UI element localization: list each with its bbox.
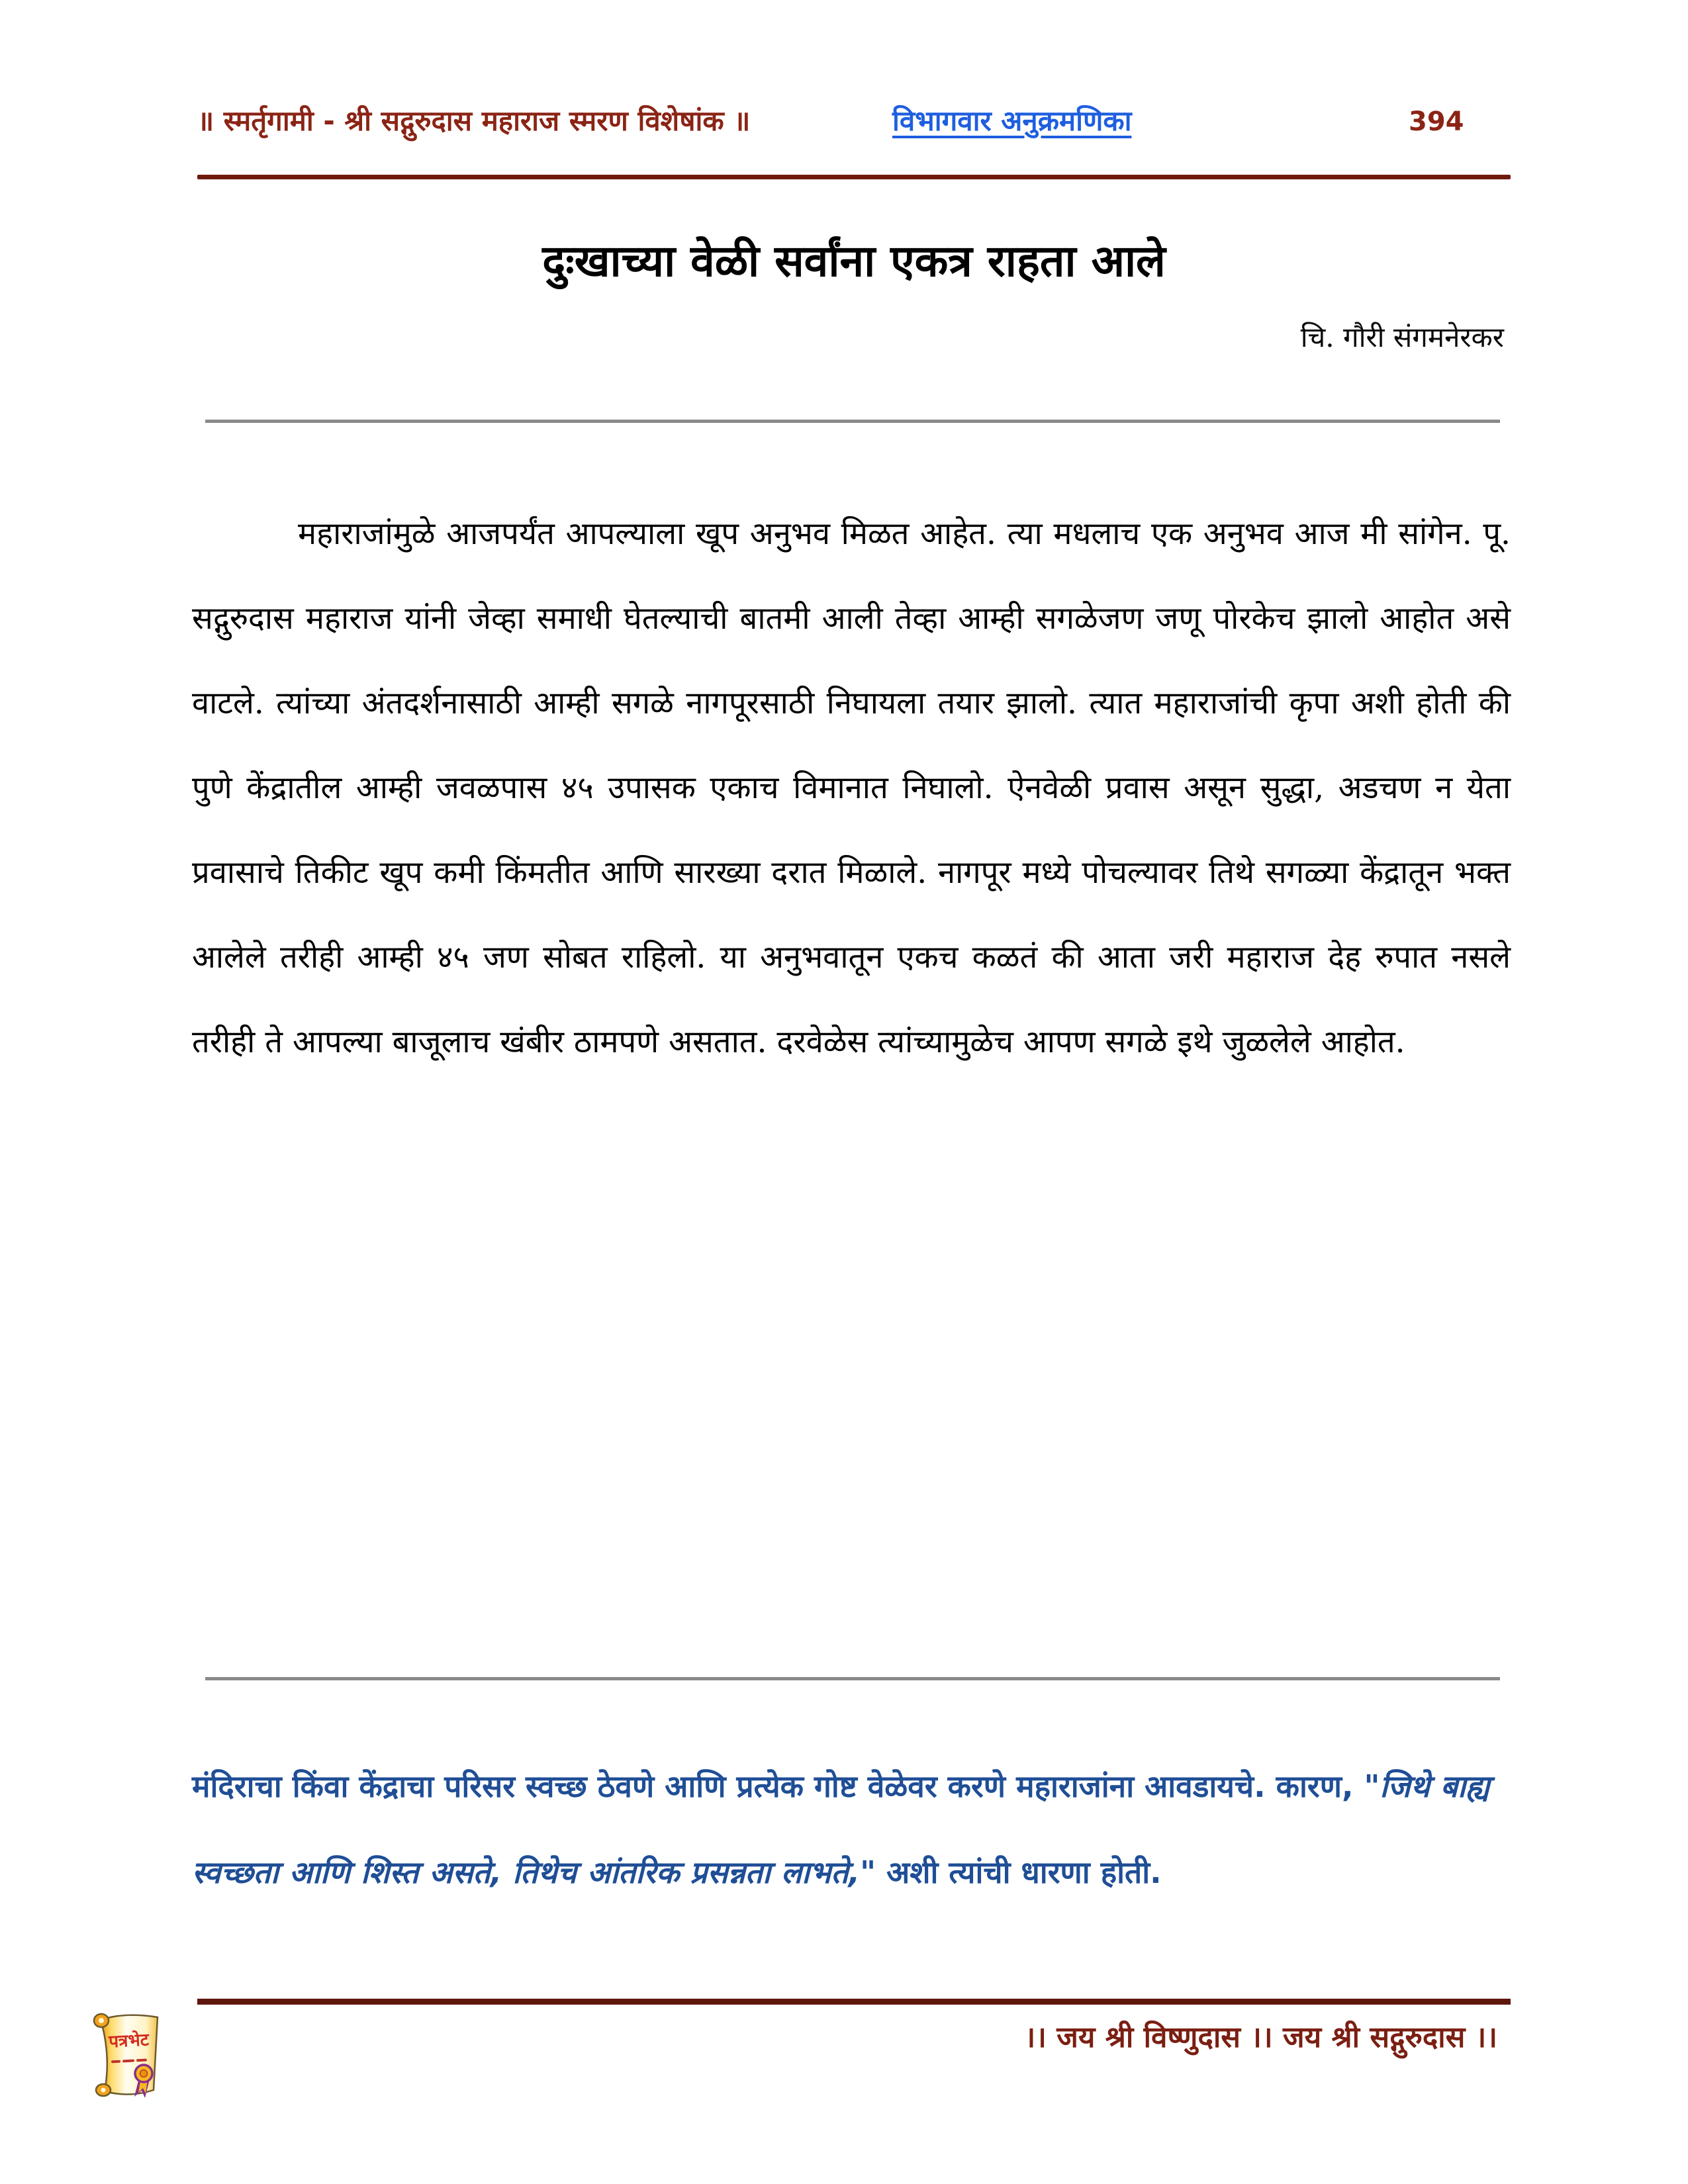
- title-body-divider: [205, 420, 1500, 423]
- parchment-shape: [101, 2015, 158, 2095]
- article-author: चि. गौरी संगमनेरकर: [1300, 321, 1504, 353]
- scroll-top-curl-hole: [99, 2018, 104, 2023]
- note-text-before-quote: मंदिराचा किंवा केंद्राचा परिसर स्वच्छ ठेवणे आणि प्रत्येक गोष्ट वेळेवर करणे महाराजांना आवडायचे. कारण,: [192, 1768, 1364, 1804]
- patrabhet-scroll-logo: [91, 2009, 168, 2107]
- footer-blessing: ।। जय श्री विष्णुदास ।। जय श्री सद्गुरुदास ।।: [1024, 2021, 1497, 2054]
- article-title: दुःखाच्या वेळी सर्वांना एकत्र राहता आले: [542, 235, 1166, 287]
- header-divider-rule: [197, 175, 1511, 179]
- rosette-badge-center: [140, 2070, 148, 2077]
- logo-text: पत्रभेट: [108, 2030, 150, 2052]
- page-number: 394: [1409, 107, 1464, 137]
- note-quote: "जिथे बाह्य स्वच्छता आणि शिस्त असते, तिथेच आंतरिक प्रसन्नता लाभते,": [192, 1768, 1490, 1890]
- article-body-paragraph: महाराजांमुळे आजपर्यंत आपल्याला खूप अनुभव मिळत आहेत. त्या मधलाच एक अनुभव आज मी सांगेन. पू. सद्गुरुदास महाराज यांनी जेव्हा समाधी घेतल्याची बातमी आली तेव्हा आम्ही सगळेजण जणू पोरकेच झालो आहोत असे वाटले. त्यांच्या अंतदर्शनासाठी आम्ही सगळे नागपूरसाठी निघायला तयार झालो. त्यात महाराजांची कृपा अशी होती की पुणे केंद्रातील आम्ही जवळपास ४५ उपासक एकाच विमानात निघालो. ऐनवेळी प्रवास असून सुद्धा, अडचण न येता प्रवासाचे तिकीट खूप कमी किंमतीत आणि सारख्या दरात मिळाले. नागपूर मध्ये पोचल्यावर तिथे सगळ्या केंद्रातून भक्त आलेले तरीही आम्ही ४५ जण सोबत राहिलो. या अनुभवातून एकच कळतं की आता जरी महाराज देह रुपात नसले तरीही ते आपल्या बाजूलाच खंबीर ठामपणे असतात. दरवेळेस त्यांच्यामुळेच आपण सगळे इथे जुळलेले आहोत.: [192, 516, 1511, 1060]
- footer-divider-rule: [197, 1999, 1511, 2005]
- section-index-link[interactable]: विभागवार अनुक्रमणिका: [892, 105, 1132, 137]
- note-text-after-quote: अशी त्यांची धारणा होती.: [876, 1854, 1162, 1890]
- note-divider: [205, 1677, 1500, 1680]
- scroll-icon: [91, 2009, 168, 2107]
- masthead-title: ॥ स्मर्तृगामी - श्री सद्गुरुदास महाराज स्मरण विशेषांक ॥: [197, 105, 751, 137]
- highlight-note: [192, 1743, 1511, 1915]
- scroll-bottom-curl-hole: [101, 2088, 106, 2093]
